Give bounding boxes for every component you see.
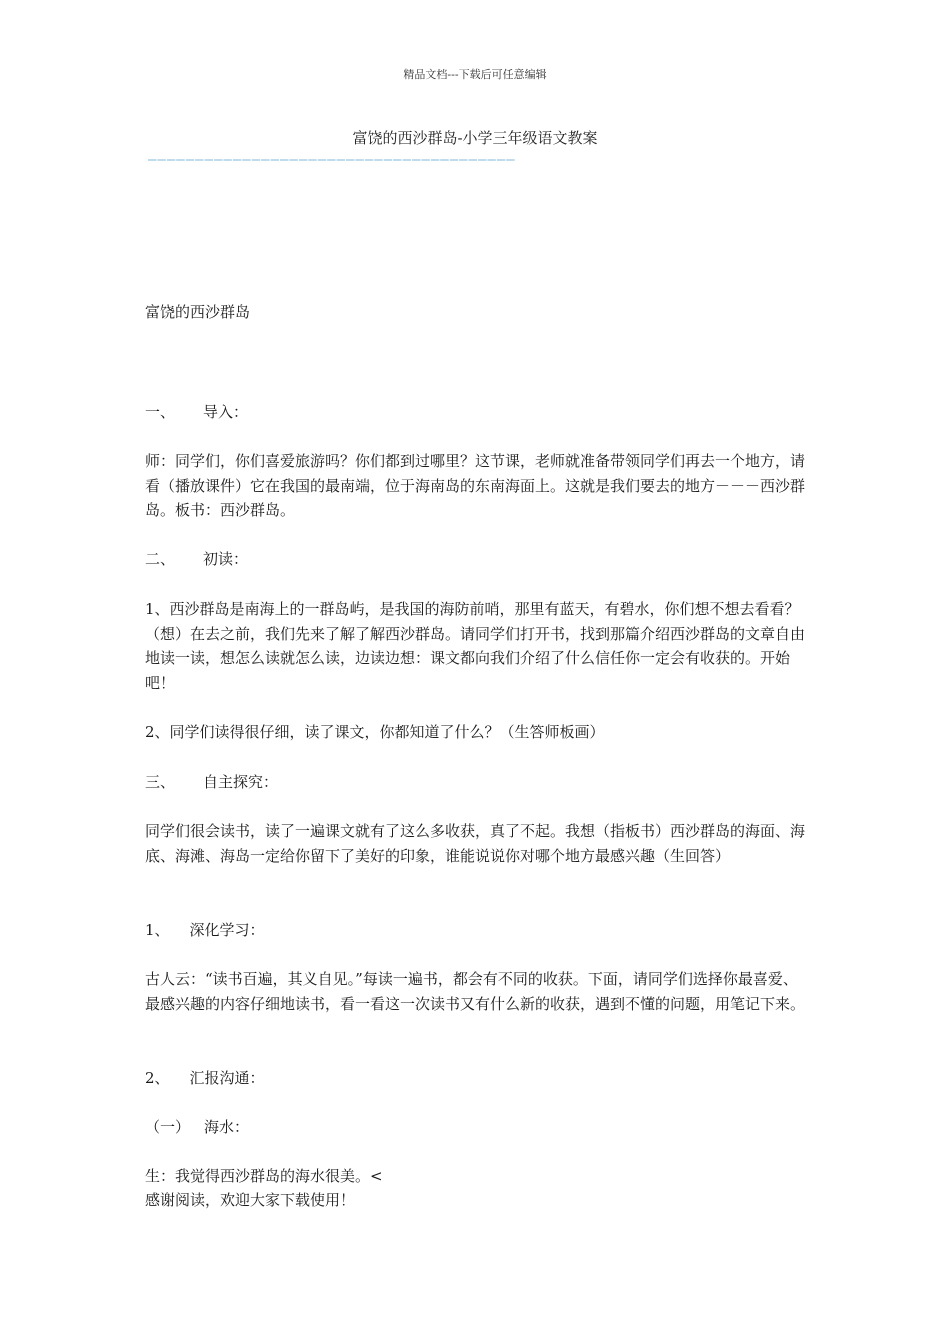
subsubsection-title: 海水： [204,1118,250,1136]
subsection-2-title: 汇报沟通： [189,1069,265,1087]
header-note: 精品文档---下载后可任意编辑 [403,68,547,81]
footer-note: 感谢阅读，欢迎大家下载使用！ [145,1191,356,1209]
title-divider: ——————————————————————————————————————— [148,152,516,166]
subsection-1-title: 深化学习： [189,921,265,939]
section-2-paragraph-2: 2、同学们读得很仔细，读了课文，你都知道了什么？（生答师板画） [145,723,605,741]
section-3-title: 自主探究： [203,773,279,791]
subsubsection-number: （一） [145,1118,191,1136]
section-2-number: 二、 [145,550,176,568]
subsection-1-paragraph: 古人云：“读书百遍，其义自见。”每读一遍书，都会有不同的收获。下面，请同学们选择你最喜爱、最感兴趣的内容仔细地读书，看一看这一次读书又有什么新的收获，遇到不懂的问题，用笔记下来。 [145,970,806,1013]
section-3-number: 三、 [145,773,176,791]
subsection-1-heading [145,918,810,943]
section-2-heading [145,547,810,572]
section-1-paragraph: 师：同学们，你们喜爱旅游吗？你们都到过哪里？这节课，老师就准备带领同学们再去一个地方，请看（播放课件）它在我国的最南端，位于海南岛的东南海面上。这就是我们要去的地方－－－西沙群岛。板书：西沙群岛。 [145,452,806,519]
section-3-paragraph: 同学们很会读书，读了一遍课文就有了这么多收获，真了不起。我想（指板书）西沙群岛的海面、海底、海滩、海岛一定给你留下了美好的印象，谁能说说你对哪个地方最感兴趣（生回答） [145,822,806,865]
subsection-2-number: 2、 [145,1069,170,1087]
section-1-title: 导入： [203,403,249,421]
section-3-heading [145,770,810,795]
subsection-1-number: 1、 [145,921,170,939]
lesson-subtitle: 富饶的西沙群岛 [145,303,251,321]
section-1-number: 一、 [145,403,176,421]
document-title: 富饶的西沙群岛-小学三年级语文教案 [352,129,598,147]
section-2-paragraph-1: 1、西沙群岛是南海上的一群岛屿，是我国的海防前哨，那里有蓝天，有碧水，你们想不想去看看？（想）在去之前，我们先来了解了解西沙群岛。请同学们打开书，找到那篇介绍西沙群岛的文章自由地读一读，想怎么读就怎么读，边读边想：课文都向我们介绍了什么信任你一定会有收获的。开始吧！ [145,600,806,692]
subsection-2-heading [145,1066,810,1091]
student-response: 生：我觉得西沙群岛的海水很美。< [145,1167,383,1185]
subsubsection-heading [145,1115,810,1140]
section-1-heading [145,400,810,425]
section-2-title: 初读： [203,550,249,568]
